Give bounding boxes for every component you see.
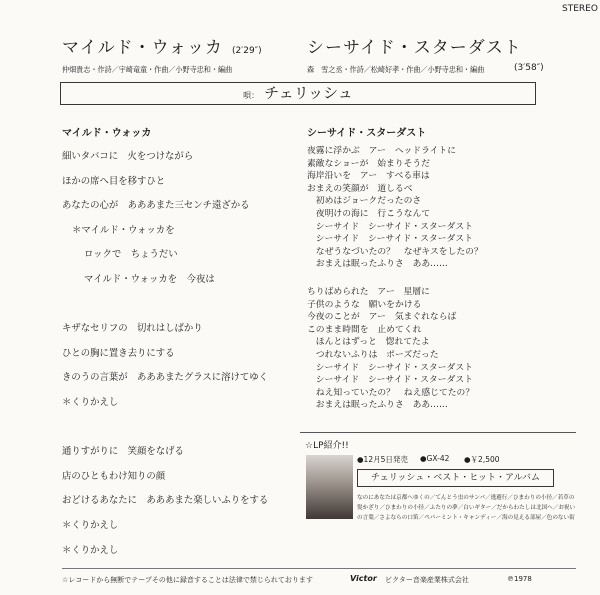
lyric-line: ＊くりかえし bbox=[62, 519, 119, 531]
lyric-line: あなたの心が あああまた三センチ遠ざかる bbox=[62, 200, 250, 212]
copyright-notice: ☆レコードから無断でテープその他に録音することは法律で禁じられております bbox=[62, 576, 313, 584]
lyric-line: おまえは眠ったふりさ ああ…… bbox=[307, 400, 448, 411]
lyric-line: なぜうなづいたの？ なぜキスをしたの？ bbox=[307, 246, 483, 257]
lyric-line: ＊くりかえし bbox=[62, 396, 119, 408]
lp-release: ●12月5日発売 bbox=[357, 455, 408, 464]
right-lyrics-heading: シーサイド・スターダスト bbox=[307, 128, 427, 139]
lyric-line: ほんとはずっと 惚れてたよ bbox=[307, 337, 430, 348]
lyric-line: マイルド・ウォッカを 今夜は bbox=[84, 273, 215, 285]
company-name: ビクター音楽産業株式会社 bbox=[385, 576, 469, 584]
left-lyrics-heading: マイルド・ウォッカ bbox=[62, 128, 152, 139]
singer-box bbox=[60, 82, 536, 105]
singer-name: チェリッシュ bbox=[264, 84, 353, 102]
lyric-line: ひとの胸に置き去りにする bbox=[62, 347, 175, 359]
lyric-line: おどけるあなたに あああまた楽しいふりをする bbox=[62, 495, 269, 507]
lp-catalog: ●GX-42 bbox=[420, 454, 450, 463]
lyric-line: シーサイド シーサイド・スターダスト bbox=[307, 221, 473, 232]
lyric-line: ねえ知っていたの？ ねえ感じてたの？ bbox=[307, 387, 475, 398]
copyright-year: ℗1978 bbox=[507, 575, 532, 583]
lyric-line: ＊マイルド・ウォッカを bbox=[72, 224, 175, 236]
lyric-line: シーサイド シーサイド・スターダスト bbox=[307, 375, 473, 386]
song2-duration: (3′58″) bbox=[514, 63, 544, 73]
lyric-line: ちりばめられた アー 星層に bbox=[307, 286, 430, 297]
lyric-line: おまえは眠ったふりさ ああ…… bbox=[307, 259, 448, 270]
lyric-line: ほかの席へ目を移すひと bbox=[62, 175, 166, 187]
lyric-line: キザなセリフの 切れはしばかり bbox=[62, 323, 203, 335]
lyric-line: 今夜のことが アー 気まぐれならば bbox=[307, 312, 457, 323]
lyric-line: 夜霧に浮かぶ アー ヘッドライトに bbox=[307, 146, 457, 156]
stanza-gap bbox=[62, 416, 268, 441]
lyric-line: 細いタバコに 火をつけながら bbox=[62, 151, 194, 162]
lyric-line: このまま時間を 止めてくれ bbox=[307, 324, 422, 335]
stanza-gap bbox=[307, 271, 483, 286]
song1-duration: (2′29″) bbox=[232, 46, 262, 56]
song2-title: シーサイド・スターダスト bbox=[307, 38, 522, 58]
lyric-line: ＊くりかえし bbox=[62, 544, 119, 556]
lp-price: ●￥2,500 bbox=[464, 455, 500, 464]
victor-logo: Victor bbox=[350, 574, 377, 583]
lyric-line: ロックで ちょうだい bbox=[84, 249, 178, 261]
lp-heading: ☆LP紹介!! bbox=[305, 441, 349, 451]
lp-divider bbox=[300, 432, 576, 433]
footer-divider bbox=[62, 568, 576, 569]
album-title: チェリッシュ・ベスト・ヒット・アルバム bbox=[357, 469, 554, 487]
lyric-line: つれないふりは ポーズだった bbox=[307, 349, 439, 360]
lyric-line: 初めはジョークだったのさ bbox=[307, 196, 422, 207]
right-lyrics bbox=[307, 145, 483, 412]
singer-label: 唄： bbox=[243, 91, 260, 100]
album-photo bbox=[306, 455, 353, 519]
song2-credits: 森 雪之丞・作詩／松崎好孝・作曲／小野寺忠和・編曲 bbox=[307, 65, 485, 74]
lyric-line: 子供のような 願いをかける bbox=[307, 299, 422, 310]
lyric-line: 店のひともわけ知りの顔 bbox=[62, 470, 166, 482]
album-tracklist: なのにあなたは京都へゆくの／てんとう虫のサンバ／逃避行／ひまわりの小径／若草の髪かざり／ひまわりの小径／ふたりの夢／白いギター／だからわたしは北国へ／お祝いの言葉／さよならの口笛／ペパーミント・キャンディー／海の見える部屋／色のない街 bbox=[357, 495, 576, 522]
left-lyrics bbox=[62, 145, 268, 563]
song1-credits: 仲畑貴志・作詩／宇崎竜童・作曲／小野寺忠和・編曲 bbox=[62, 65, 233, 74]
stanza-gap bbox=[62, 293, 268, 318]
lyric-line: 夜明けの海に 行こうなんて bbox=[307, 208, 431, 219]
lyric-line: 素敵なショーが 始まりそうだ bbox=[307, 158, 430, 169]
lyric-line: 通りすがりに 笑顔をなげる bbox=[62, 446, 184, 458]
stereo-label: STEREO bbox=[562, 4, 598, 14]
song1-title: マイルド・ウォッカ bbox=[62, 38, 223, 58]
lyric-line: シーサイド シーサイド・スターダスト bbox=[307, 234, 473, 245]
lyric-line: シーサイド シーサイド・スターダスト bbox=[307, 362, 473, 373]
lyric-line: おまえの笑顔が 道しるべ bbox=[307, 183, 413, 194]
lyric-line: きのうの言葉が あああまたグラスに溶けてゆく bbox=[62, 372, 268, 384]
lyric-line: 海岸沿いを アー すべる車は bbox=[307, 171, 430, 182]
